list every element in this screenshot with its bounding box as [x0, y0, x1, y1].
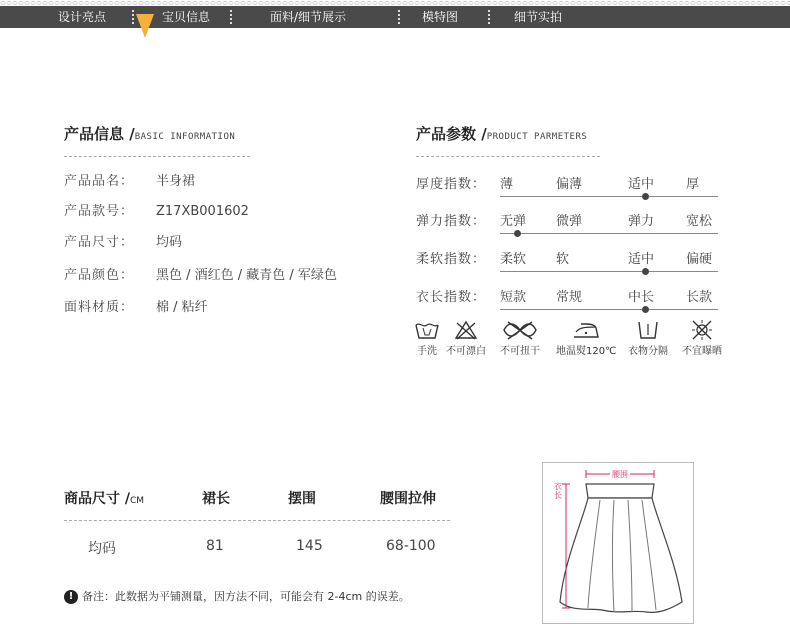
divider: [416, 156, 600, 157]
care-item: [500, 320, 540, 357]
nav-separator: [132, 10, 134, 24]
param-scale-line: [500, 271, 718, 272]
size-col-waist: 腰围拉伸: [380, 491, 436, 507]
param-option: 柔软: [500, 252, 527, 267]
param-option: 无弹: [500, 214, 527, 229]
product-params-title: 产品参数 /PRODUCT PARMETERS: [416, 125, 588, 143]
param-option: 软: [556, 252, 570, 267]
divider: [64, 156, 250, 157]
param-option: 宽松: [686, 214, 713, 229]
care-item: [682, 320, 722, 357]
size-table-unit: CM: [130, 496, 145, 506]
param-scale-marker: [642, 193, 649, 200]
param-scale-line: [500, 196, 718, 197]
care-label: 手洗: [417, 346, 437, 357]
length-label: 衣长: [554, 482, 562, 500]
param-label: 弹力指数：: [416, 214, 487, 229]
info-value: 均码: [156, 235, 183, 250]
hand-wash-icon: [414, 320, 440, 340]
size-col-length: 裙长: [202, 491, 230, 507]
skirt-size-diagram: [542, 462, 694, 624]
product-info-subtitle: BASIC INFORMATION: [134, 132, 236, 142]
info-value: 半身裙: [156, 174, 196, 189]
param-scale-marker: [642, 268, 649, 275]
param-option: 微弹: [556, 214, 583, 229]
param-option: 适中: [628, 252, 655, 267]
param-label: 厚度指数：: [416, 177, 487, 192]
nav-item-fabric-details[interactable]: 面料/细节展示: [270, 10, 347, 24]
param-row: [0, 210, 790, 232]
nav-separator: [488, 10, 490, 24]
param-option: 长款: [686, 290, 713, 305]
nav-item-design-highlights[interactable]: 设计亮点: [58, 10, 107, 24]
param-option: 薄: [500, 177, 514, 192]
note-text: 备注：此数据为平铺测量，因方法不同，可能会有 2-4cm 的误差。: [82, 590, 410, 603]
divider: [64, 520, 450, 521]
param-scale-marker: [642, 306, 649, 313]
info-value: 黑色 / 酒红色 / 藏青色 / 军绿色: [156, 268, 337, 283]
iron-icon: [556, 320, 616, 340]
care-label: 衣物分隔: [628, 346, 668, 357]
care-item: [628, 320, 668, 357]
product-params-subtitle: PRODUCT PARMETERS: [486, 132, 588, 142]
param-scale-line: [500, 309, 718, 310]
param-option: 中长: [628, 290, 655, 305]
top-nav-bar: [0, 6, 790, 28]
param-scale-marker: [514, 230, 521, 237]
product-info-title: 产品信息 /BASIC INFORMATION: [64, 125, 236, 143]
param-option: 弹力: [628, 214, 655, 229]
care-label: 不宜曝晒: [682, 346, 722, 357]
nav-item-detail-photos[interactable]: 细节实拍: [514, 10, 563, 24]
measurement-note: [64, 588, 410, 604]
info-value: 棉 / 粘纤: [156, 300, 208, 315]
info-label: 产品颜色：: [64, 268, 135, 283]
no-bleach-icon: [446, 320, 486, 340]
skirt-illustration-icon: [560, 484, 682, 612]
param-label: 柔软指数：: [416, 252, 487, 267]
info-label: 面料材质：: [64, 300, 135, 315]
separate-wash-icon: [628, 320, 668, 340]
waist-label: 腰围: [612, 470, 628, 479]
size-cell-hem: 145: [296, 538, 323, 554]
nav-item-product-info[interactable]: 宝贝信息: [162, 10, 211, 24]
care-label: 不可扭干: [500, 346, 540, 357]
active-tab-pointer-icon: [136, 14, 154, 38]
param-option: 厚: [686, 177, 700, 192]
info-label: 产品款号：: [64, 204, 135, 219]
info-label: 产品尺寸：: [64, 235, 135, 250]
param-option: 常规: [556, 290, 583, 305]
warning-icon: !: [64, 590, 78, 604]
param-option: 偏硬: [686, 252, 713, 267]
param-row: [0, 248, 790, 270]
nav-item-model-photos[interactable]: 模特图: [422, 10, 459, 24]
param-option: 适中: [628, 177, 655, 192]
care-item: [556, 320, 616, 357]
care-item: [414, 320, 440, 357]
param-row: [0, 173, 790, 195]
size-cell-waist: 68-100: [386, 538, 436, 554]
size-cell-size: 均码: [88, 541, 116, 557]
care-label: 地温熨120℃: [556, 346, 617, 357]
care-item: [446, 320, 486, 357]
nav-separator: [398, 10, 400, 24]
param-scale-line: [500, 233, 718, 234]
size-col-hem: 摆围: [288, 491, 316, 507]
param-option: 偏薄: [556, 177, 583, 192]
param-option: 短款: [500, 290, 527, 305]
no-sun-icon: [682, 320, 722, 340]
param-label: 衣长指数：: [416, 290, 487, 305]
info-label: 产品品名：: [64, 174, 135, 189]
care-label: 不可漂白: [446, 346, 486, 357]
no-wring-icon: [500, 320, 540, 340]
nav-separator: [230, 10, 232, 24]
param-row: [0, 286, 790, 308]
size-table-header: 商品尺寸 /CM: [64, 491, 145, 507]
info-value: Z17XB001602: [156, 204, 249, 219]
size-cell-length: 81: [206, 538, 224, 554]
